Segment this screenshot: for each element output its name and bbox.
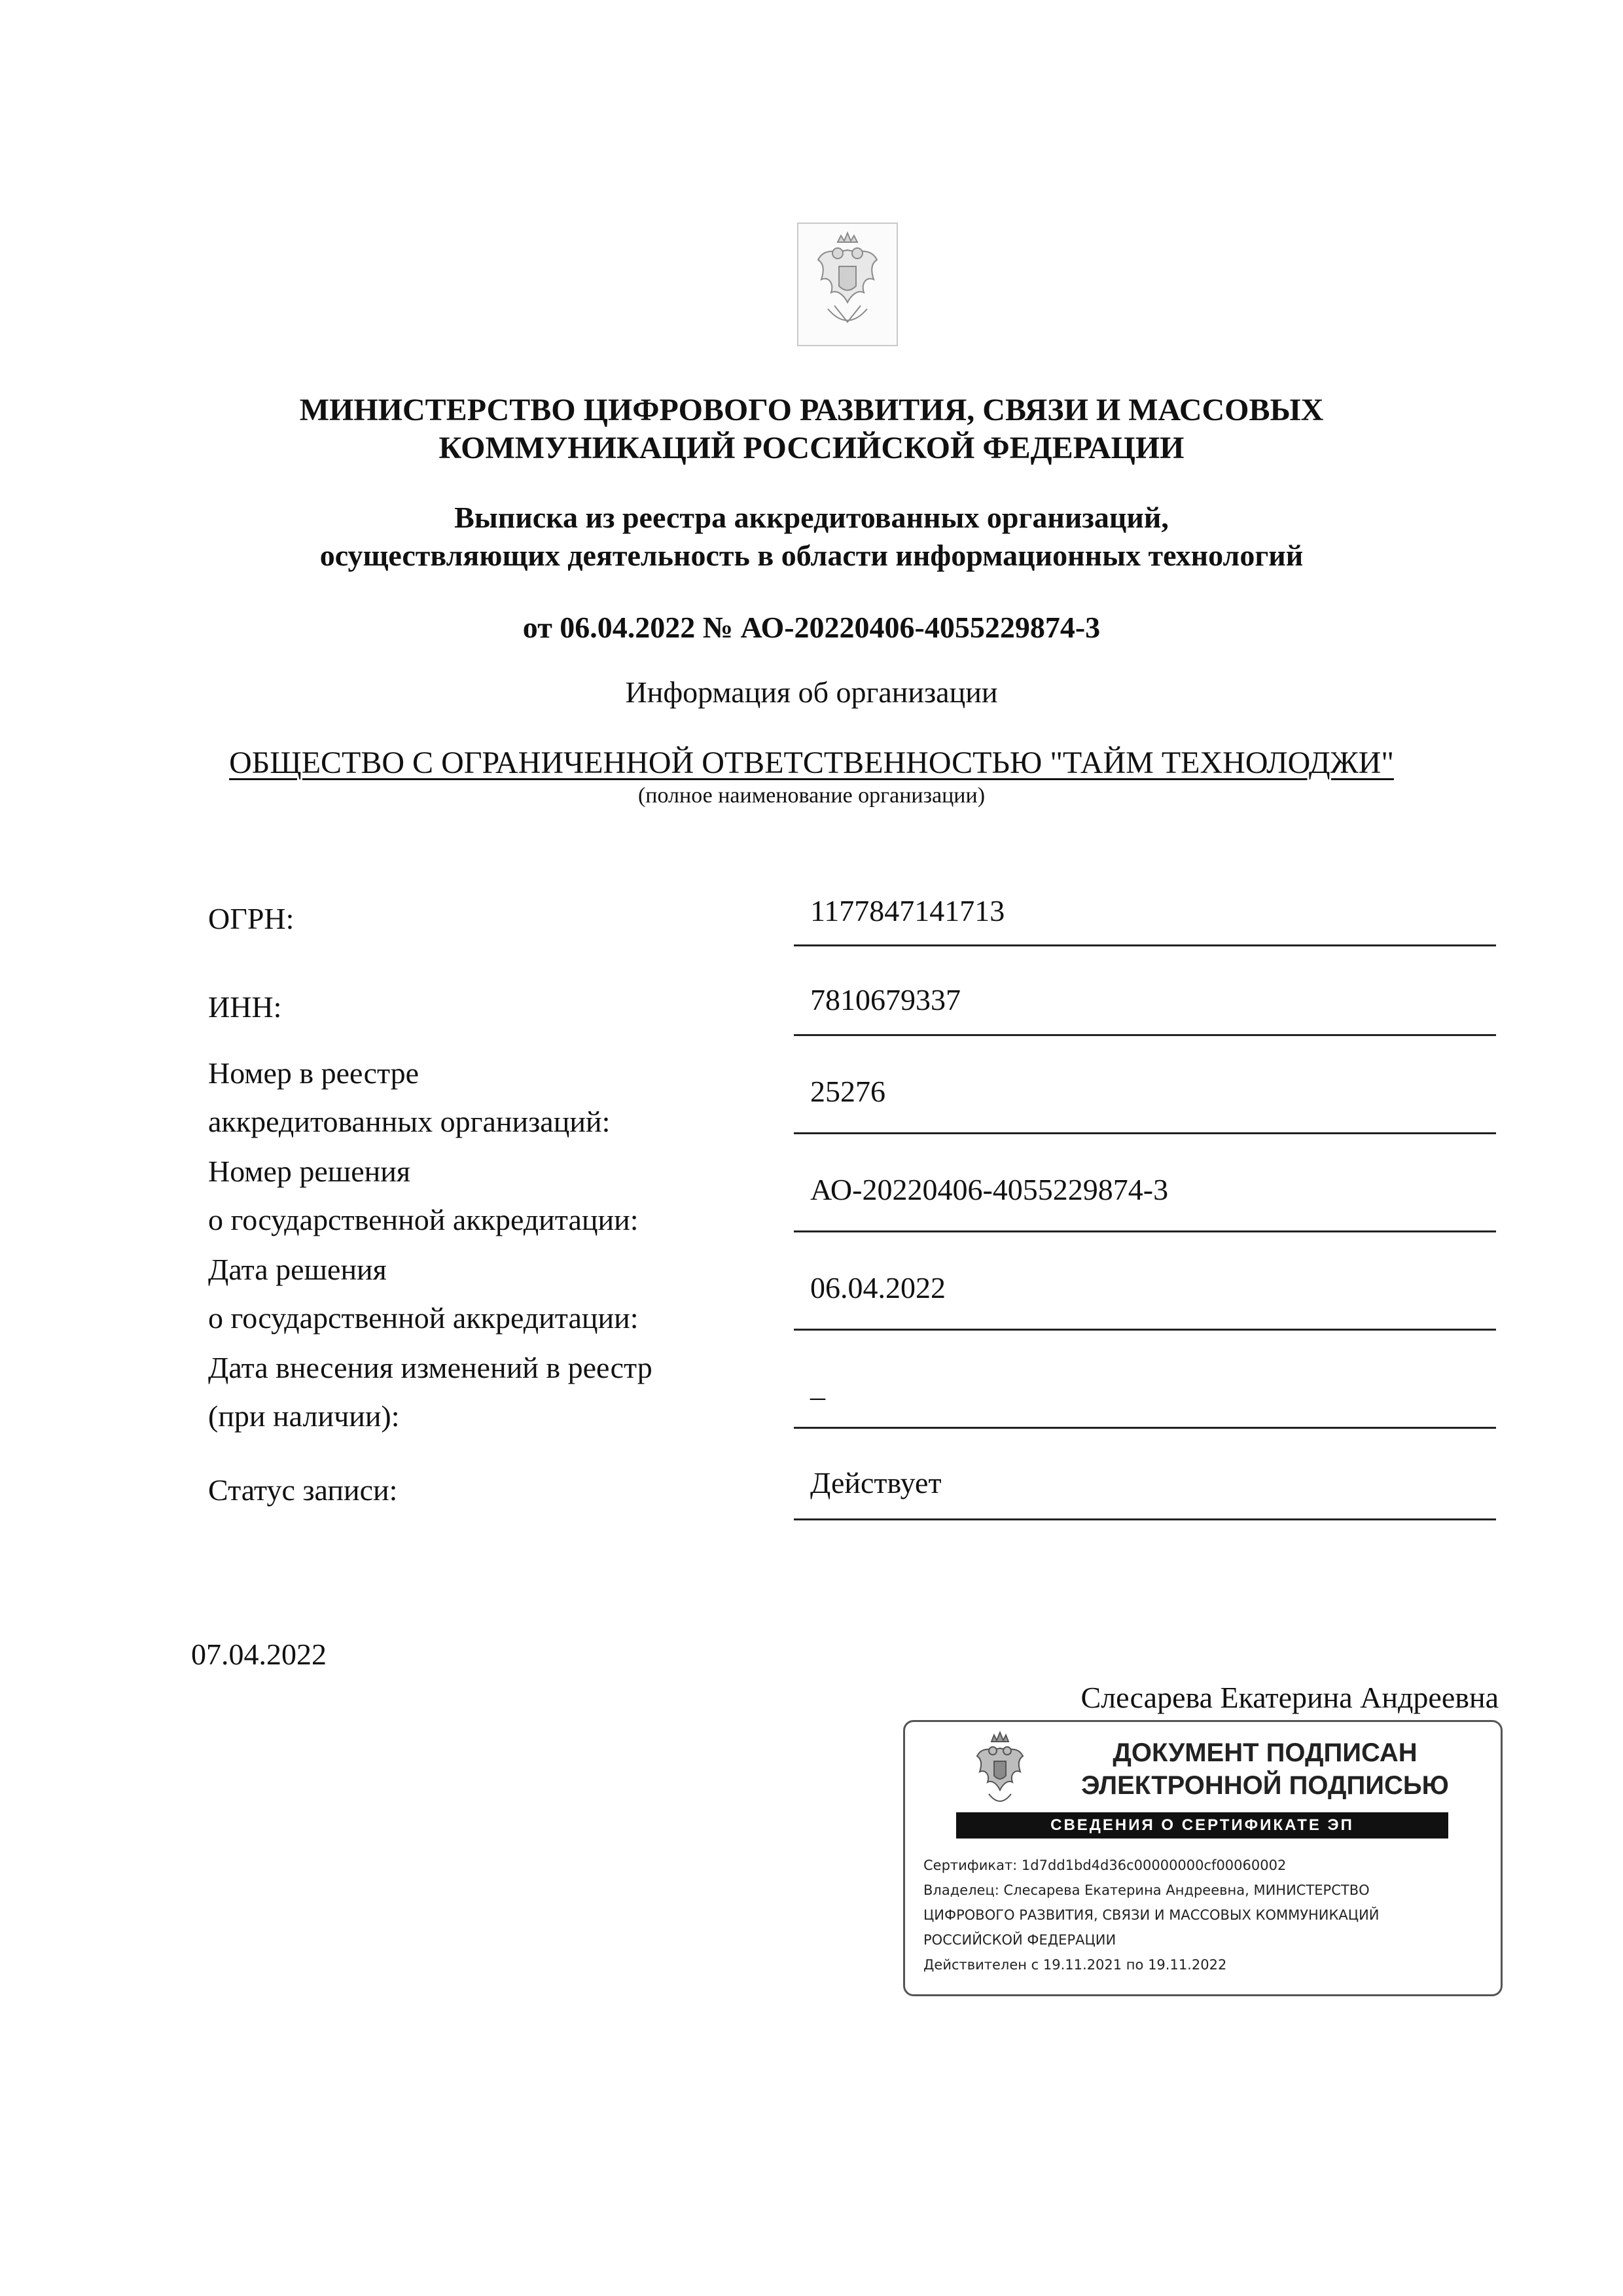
status-value: Действует (810, 1466, 942, 1499)
organization-name-hint: (полное наименование организации) (637, 783, 986, 808)
decision-number-label-line-1: Номер решения (208, 1155, 411, 1188)
document-title-line-1: Выписка из реестра аккредитованных организаций, (454, 501, 1169, 534)
decision-date-value: 06.04.2022 (810, 1271, 946, 1304)
decision-date-label (208, 1246, 797, 1342)
change-date-label-line-2: (при наличии): (208, 1399, 400, 1433)
stamp-title-line-1: ДОКУМЕНТ ПОДПИСАН (1113, 1738, 1418, 1767)
ministry-line-2: КОММУНИКАЦИЙ РОССИЙСКОЙ ФЕДЕРАЦИИ (438, 431, 1185, 465)
stamp-certificate-details (923, 1853, 1486, 1977)
stamp-title-line-2: ЭЛЕКТРОННОЙ ПОДПИСЬЮ (1081, 1771, 1449, 1800)
registry-number-rule (794, 1132, 1496, 1134)
stamp-certificate-id: Сертификат: 1d7dd1bd4d36c00000000cf00060002 (923, 1857, 1287, 1873)
stamp-owner-line-3: РОССИЙСКОЙ ФЕДЕРАЦИИ (923, 1932, 1116, 1948)
document-title (0, 499, 1623, 575)
decision-number-value: АО-20220406-4055229874-3 (810, 1173, 1169, 1206)
status-rule (794, 1518, 1496, 1520)
change-date-value: _ (810, 1369, 825, 1403)
electronic-signature-stamp (903, 1720, 1503, 1996)
issue-date: 07.04.2022 (191, 1638, 327, 1671)
stamp-coat-of-arms-icon (964, 1729, 1036, 1814)
registry-number-label (208, 1049, 797, 1146)
inn-value: 7810679337 (810, 983, 961, 1016)
stamp-owner-line-1: Владелец: Слесарева Екатерина Андреевна, МИНИСТЕРСТВО (923, 1882, 1370, 1898)
organization-name (0, 745, 1623, 781)
info-heading: Информация об организации (625, 675, 998, 709)
ogrn-value: 1177847141713 (810, 894, 1005, 927)
stamp-certificate-bar: СВЕДЕНИЯ О СЕРТИФИКАТЕ ЭП (956, 1812, 1448, 1839)
inn-label: ИНН: (208, 990, 282, 1024)
stamp-owner-line-2: ЦИФРОВОГО РАЗВИТИЯ, СВЯЗИ И МАССОВЫХ КОММУНИКАЦИЙ (923, 1907, 1380, 1923)
inn-rule (794, 1034, 1496, 1036)
decision-date-rule (794, 1329, 1496, 1331)
change-date-label-line-1: Дата внесения изменений в реестр (208, 1351, 652, 1384)
organization-name-text: ОБЩЕСТВО С ОГРАНИЧЕННОЙ ОТВЕТСТВЕННОСТЬЮ "ТАЙМ ТЕХНОЛОДЖИ" (229, 745, 1394, 780)
stamp-validity: Действителен с 19.11.2021 по 19.11.2022 (923, 1957, 1227, 1973)
ministry-line-1: МИНИСТЕРСТВО ЦИФРОВОГО РАЗВИТИЯ, СВЯЗИ И МАССОВЫХ (299, 393, 1324, 427)
decision-date-label-line-1: Дата решения (208, 1253, 387, 1286)
registry-number-value: 25276 (810, 1075, 885, 1108)
registry-number-label-line-2: аккредитованных организаций: (208, 1105, 611, 1138)
decision-number-rule (794, 1230, 1496, 1232)
decision-number-label-line-2: о государственной аккредитации: (208, 1203, 639, 1236)
registry-number-label-line-1: Номер в реестре (208, 1056, 419, 1090)
status-label: Статус записи: (208, 1473, 398, 1507)
change-date-rule (794, 1427, 1496, 1429)
decision-number-label (208, 1147, 797, 1244)
ogrn-rule (794, 944, 1496, 946)
document-title-line-2: осуществляющих деятельность в области информационных технологий (319, 539, 1304, 572)
document-number: от 06.04.2022 № АО-20220406-4055229874-3 (522, 611, 1101, 644)
coat-of-arms-icon (797, 223, 898, 346)
stamp-title (1069, 1736, 1461, 1802)
decision-date-label-line-2: о государственной аккредитации: (208, 1301, 639, 1335)
signer-name: Слесарева Екатерина Андреевна (1080, 1681, 1499, 1714)
ogrn-label: ОГРН: (208, 902, 294, 935)
ministry-heading (0, 391, 1623, 467)
change-date-label (208, 1344, 797, 1441)
